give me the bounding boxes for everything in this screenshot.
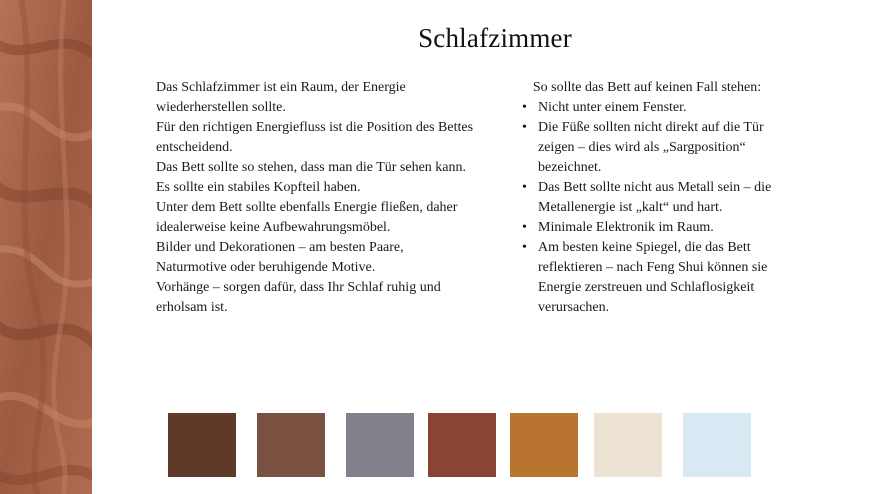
list-item — [518, 98, 780, 118]
page-title: Schlafzimmer — [418, 23, 572, 53]
bullet-icon: • — [522, 100, 527, 115]
list-item-text: Das Bett sollte nicht aus Metall sein – die Metallenergie ist „kalt“ und hart. — [538, 180, 772, 215]
bullet-list — [518, 98, 780, 318]
paragraph: Unter dem Bett sollte ebenfalls Energie fließen, daher idealerweise keine Aufbewahrungsmöbel. — [156, 200, 458, 235]
list-item-text: Nicht unter einem Fenster. — [538, 100, 687, 115]
bullet-icon: • — [522, 220, 527, 235]
list-item — [518, 238, 780, 318]
list-item — [518, 218, 780, 238]
list-item-text: Minimale Elektronik im Raum. — [538, 220, 714, 235]
color-swatch — [428, 413, 496, 477]
paragraph: Vorhänge – sorgen dafür, dass Ihr Schlaf ruhig und erholsam ist. — [156, 280, 441, 315]
bullet-icon: • — [522, 180, 527, 195]
list-item — [518, 118, 780, 178]
list-heading: So sollte das Bett auf keinen Fall stehen: — [532, 80, 762, 95]
color-swatch — [510, 413, 578, 477]
left-text-column — [156, 78, 476, 318]
color-swatch — [683, 413, 751, 477]
bullet-icon: • — [522, 240, 527, 255]
bullet-icon: • — [522, 120, 527, 135]
paragraph: Bilder und Dekorationen – am besten Paare, Naturmotive oder beruhigende Motive. — [156, 240, 404, 275]
color-palette — [168, 413, 768, 477]
paragraph: Das Bett sollte so stehen, dass man die Tür sehen kann. — [156, 160, 467, 175]
list-item-text: Die Füße sollten nicht direkt auf die Tür zeigen – dies wird als „Sargposition“ bezeichnet. — [538, 120, 764, 175]
paragraph: Es sollte ein stabiles Kopfteil haben. — [156, 180, 361, 195]
fabric-texture-image — [0, 0, 92, 494]
color-swatch — [346, 413, 414, 477]
paragraph: Das Schlafzimmer ist ein Raum, der Energie wiederherstellen sollte. — [156, 80, 406, 115]
color-swatch — [594, 413, 662, 477]
color-swatch — [168, 413, 236, 477]
paragraph: Für den richtigen Energiefluss ist die Position des Bettes entscheidend. — [156, 120, 474, 155]
list-item-text: Am besten keine Spiegel, die das Bett reflektieren – nach Feng Shui können sie Energie zerstreuen und Schlaflosigkeit verursachen. — [538, 240, 768, 315]
list-item — [518, 178, 780, 218]
right-text-column — [518, 78, 780, 318]
color-swatch — [257, 413, 325, 477]
fabric-texture-graphic — [0, 0, 92, 494]
